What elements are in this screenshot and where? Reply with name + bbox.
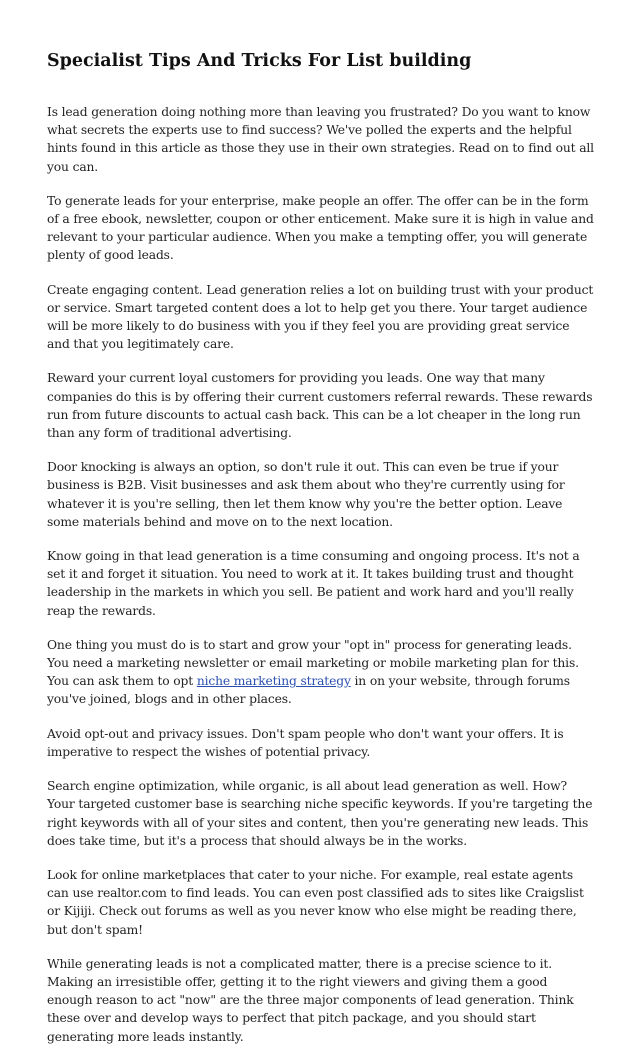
paragraph-ongoing-process: Know going in that lead generation is a time consuming and ongoing process. It's not a set it and forget it situation. You need to work at it. It takes building trust and thought leadership in the markets in which you sell. Be patient and work hard and you'll really reap the rewards. <box>47 549 580 618</box>
paragraph-privacy: Avoid opt-out and privacy issues. Don't spam people who don't want your offers. It is imperative to respect the wishes of potential privacy. <box>47 726 564 759</box>
paragraph-door-knocking: Door knocking is always an option, so don't rule it out. This can even be true if your business is B2B. Visit businesses and ask them about who they're currently using for whatever it is you're selling, then let them know why you're the better option. Leave some materials behind and move on to the next location. <box>47 460 565 529</box>
paragraph-intro: Is lead generation doing nothing more than leaving you frustrated? Do you want to know what secrets the experts use to find success? We've polled the experts and the helpful hints found in this article as those they use in their own strategies. Read on to find out all you can. <box>47 105 594 174</box>
article-title: Specialist Tips And Tricks For List building <box>47 51 472 71</box>
paragraph-marketplaces: Look for online marketplaces that cater to your niche. For example, real estate agents can use realtor.com to find leads. You can even post classified ads to sites like Craigslist or Kijiji. Check out forums as well as you never know who else might be reading there, but don't spam! <box>47 867 584 937</box>
paragraph-reward-customers: Reward your current loyal customers for providing you leads. One way that many companies do this is by offering their current customers referral rewards. These rewards run from future discounts to actual cash back. This can be a lot cheaper in the long run than any form of traditional advertising. <box>47 371 593 441</box>
paragraph-make-offer: To generate leads for your enterprise, make people an offer. The offer can be in the form of a free ebook, newsletter, coupon or other enticement. Make sure it is high in value and relevant to your particular audience. When you make a tempting offer, you will generate plenty of good leads. <box>47 193 594 263</box>
document-page <box>47 50 595 1062</box>
niche-marketing-strategy-link[interactable]: niche marketing strategy <box>196 674 351 689</box>
paragraph-seo: Search engine optimization, while organic, is all about lead generation as well. How? Your targeted customer base is searching niche specific keywords. If you're targeting the right keywords with all of your sites and content, then you're generating new leads. This does take time, but it's a process that should always be in the works. <box>47 779 593 848</box>
opt-in-text-after: in on your website, through forums you've joined, blogs and in other places. <box>47 674 570 707</box>
paragraph-opt-in <box>47 636 595 709</box>
opt-in-text-before: One thing you must do is to start and grow your "opt in" process for generating leads. You need a marketing newsletter or email marketing or mobile marketing plan for this. You can ask them to opt <box>47 637 579 689</box>
paragraph-conclusion: While generating leads is not a complicated matter, there is a precise science to it. Making an irresistible offer, getting it to the right viewers and giving them a good enough reason to act "now" are the three major components of lead generation. Think these over and develop ways to perfect that pitch package, and you should start generating more leads instantly. <box>47 956 574 1044</box>
paragraph-engaging-content: Create engaging content. Lead generation relies a lot on building trust with your product or service. Smart targeted content does a lot to help get you there. Your target audience will be more likely to do business with you if they feel you are providing great service and that you legitimately care. <box>47 282 594 352</box>
